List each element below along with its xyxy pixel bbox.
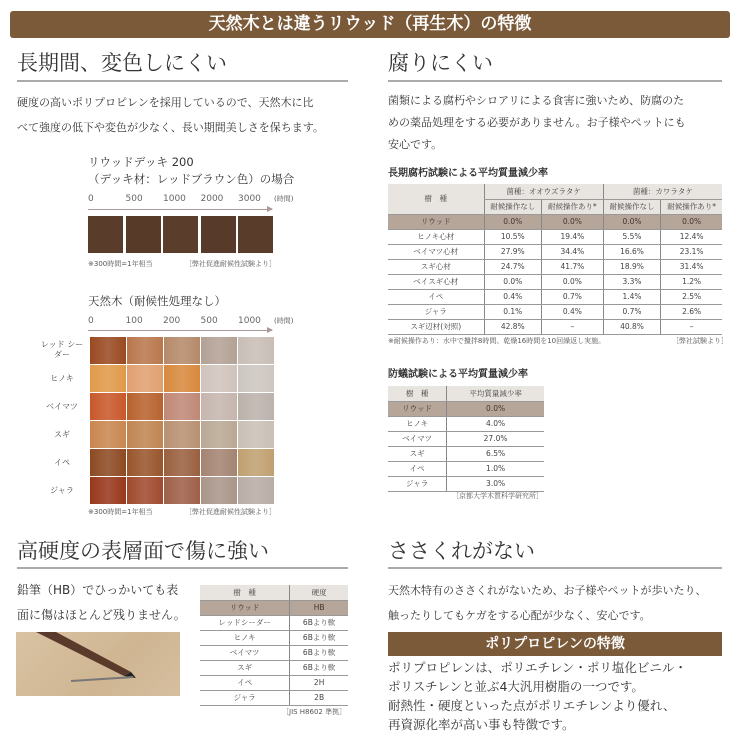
caption-line: （デッキ材：レッドブラウン色）の場合 xyxy=(88,172,295,186)
deck-swatch xyxy=(201,216,236,253)
section-title-color: 長期間、変色しにくい xyxy=(17,51,227,75)
table-cell: 2B xyxy=(290,690,348,705)
table-row xyxy=(388,214,722,229)
text-line: べて強度の低下や変色が少なく、長い期間美しさを保ちます。 xyxy=(17,121,324,134)
text-line: 安心です。 xyxy=(388,138,443,151)
table-cell: 0.0% xyxy=(541,274,603,289)
wood-swatch xyxy=(238,421,274,448)
wood-swatch xyxy=(127,421,163,448)
wood-swatch xyxy=(164,337,200,364)
section-text-hardness xyxy=(17,578,186,628)
table-row xyxy=(200,615,348,630)
wood-swatch xyxy=(127,449,163,476)
divider xyxy=(388,80,722,82)
table-row xyxy=(200,660,348,675)
section-title-splinter: ささくれがない xyxy=(388,539,535,563)
wood-swatch xyxy=(201,393,237,420)
wood-swatch xyxy=(238,337,274,364)
row-label: レッド シーダー xyxy=(40,340,84,359)
text-line: ポリスチレンと並ぶ4大汎用樹脂の一つです。 xyxy=(388,679,644,694)
pp-banner: ポリプロピレンの特徴 xyxy=(388,632,722,656)
table-cell: 6Bより軟 xyxy=(290,615,348,630)
table-row xyxy=(388,461,544,476)
table-cell: スギ xyxy=(388,446,447,461)
wood-swatch xyxy=(127,365,163,392)
table-cell: 23.1% xyxy=(661,244,722,259)
table-cell: ベイスギ心材 xyxy=(388,274,484,289)
table-cell: 2H xyxy=(290,675,348,690)
table-cell: ベイマツ心材 xyxy=(388,244,484,259)
axis-tick-label: 1000 xyxy=(163,194,186,204)
table-cell: 16.6% xyxy=(603,244,660,259)
deck-swatch xyxy=(238,216,273,253)
table-cell: 6Bより軟 xyxy=(290,660,348,675)
table-row xyxy=(200,645,348,660)
col-header: 耐候操作なし xyxy=(484,199,541,214)
col-header: 硬度 xyxy=(290,585,348,600)
table-cell: 1.2% xyxy=(661,274,722,289)
text-line: 鉛筆（HB）でひっかいても表 xyxy=(17,583,179,597)
table-row xyxy=(200,690,348,705)
col-header: 樹 種 xyxy=(200,585,290,600)
wood-swatch xyxy=(90,365,126,392)
table-cell: イペ xyxy=(388,289,484,304)
axis-tick-label: 0 xyxy=(88,194,94,204)
source: ［JIS H8602 準拠］ xyxy=(282,708,347,716)
divider xyxy=(17,567,348,569)
table-cell: 2.5% xyxy=(661,289,722,304)
source: ［弊社促進耐候性試験より］ xyxy=(185,260,276,268)
text-line: 硬度の高いポリプロピレンを採用しているので、天然木に比 xyxy=(17,96,314,109)
deck-swatch xyxy=(88,216,123,253)
table-cell: リウッド xyxy=(200,600,290,615)
table-cell: 0.0% xyxy=(661,214,722,229)
table-cell: 12.4% xyxy=(661,229,722,244)
time-arrow xyxy=(88,209,272,210)
termite-table xyxy=(388,386,544,492)
wood-swatch xyxy=(164,393,200,420)
table-cell: レッドシーダー xyxy=(200,615,290,630)
wood-swatch xyxy=(201,477,237,504)
wood-swatch xyxy=(90,337,126,364)
source: ［京都大学木質科学研究所］ xyxy=(452,492,543,500)
axis-tick-label: 100 xyxy=(125,316,143,326)
table-cell: 40.8% xyxy=(603,319,660,334)
text-line: 天然木特有のささくれがないため、お子様やペットが歩いたり、 xyxy=(388,584,707,597)
col-header: 耐候操作あり* xyxy=(541,199,603,214)
note: ※300時間=1年相当 xyxy=(88,260,153,268)
row-label: イペ xyxy=(54,458,70,467)
table-cell: イペ xyxy=(388,461,447,476)
table-cell: 4.0% xyxy=(447,416,544,431)
wood-swatch xyxy=(201,449,237,476)
col-header: 菌種：オオウズラタケ xyxy=(484,184,603,199)
axis-unit: (時間) xyxy=(274,195,294,203)
wood-swatch xyxy=(127,337,163,364)
table-cell: 0.1% xyxy=(484,304,541,319)
text-line: 菌類による腐朽やシロアリによる食害に強いため、防腐のた xyxy=(388,94,685,107)
text-line: ポリプロピレンは、ポリエチレン・ポリ塩化ビニル・ xyxy=(388,660,687,675)
wood-swatch xyxy=(90,449,126,476)
text-line: 再資源化率が高い事も特徴です。 xyxy=(388,717,575,732)
table-cell: 0.0% xyxy=(484,274,541,289)
table-cell: 0.0% xyxy=(447,401,544,416)
pencil-icon xyxy=(16,632,180,696)
wood-swatch xyxy=(90,421,126,448)
row-label: スギ xyxy=(54,430,70,439)
source: ［弊社促進耐候性試験より］ xyxy=(185,508,276,516)
wood-swatch xyxy=(201,421,237,448)
table-cell: ジャラ xyxy=(388,304,484,319)
table-cell: 0.4% xyxy=(484,289,541,304)
axis-tick-label: 500 xyxy=(200,316,218,326)
table-cell: 41.7% xyxy=(541,259,603,274)
table-cell: ジャラ xyxy=(200,690,290,705)
table-cell: 2.6% xyxy=(661,304,722,319)
col-header: 耐候操作あり* xyxy=(661,199,722,214)
table-row xyxy=(388,289,722,304)
table-cell: 6Bより軟 xyxy=(290,630,348,645)
divider xyxy=(388,567,722,569)
row-label: ジャラ xyxy=(50,486,74,495)
table-cell: 27.9% xyxy=(484,244,541,259)
table-cell: リウッド xyxy=(388,214,484,229)
section-text-color xyxy=(17,90,324,140)
wood-swatch xyxy=(238,365,274,392)
main-banner: 天然木とは違うリウッド（再生木）の特徴 xyxy=(10,11,730,38)
axis-tick-label: 1000 xyxy=(238,316,261,326)
table-cell: ヒノキ xyxy=(200,630,290,645)
table-cell: 10.5% xyxy=(484,229,541,244)
pp-text xyxy=(388,658,687,734)
wood-swatch xyxy=(90,477,126,504)
col-header: 樹 種 xyxy=(388,184,484,214)
table-cell: リウッド xyxy=(388,401,447,416)
axis-tick-label: 3000 xyxy=(238,194,261,204)
deck-caption xyxy=(88,154,294,188)
wood-swatch xyxy=(238,449,274,476)
table-row xyxy=(388,319,722,334)
axis-tick-label: 500 xyxy=(125,194,143,204)
natural-caption: 天然木（耐候性処理なし） xyxy=(88,294,226,308)
wood-swatch xyxy=(164,365,200,392)
table-cell: スギ辺材(対照) xyxy=(388,319,484,334)
caption-line: リウッドデッキ 200 xyxy=(88,155,194,169)
table-cell: 34.4% xyxy=(541,244,603,259)
table-row xyxy=(200,630,348,645)
table-cell: 0.7% xyxy=(603,304,660,319)
axis-tick-label: 2000 xyxy=(200,194,224,204)
table-cell: イペ xyxy=(200,675,290,690)
divider xyxy=(17,80,348,82)
text-line: 触ったりしてもケガをする心配が少なく、安心です。 xyxy=(388,609,651,622)
deck-swatch xyxy=(163,216,198,253)
row-label: ベイマツ xyxy=(46,402,78,411)
wood-swatch xyxy=(127,477,163,504)
section-text-rot xyxy=(388,90,686,156)
table-cell: スギ xyxy=(200,660,290,675)
section-text-splinter xyxy=(388,578,707,628)
table-cell: 1.0% xyxy=(447,461,544,476)
table-cell: 42.8% xyxy=(484,319,541,334)
table-cell: 24.7% xyxy=(484,259,541,274)
table-cell: 0.0% xyxy=(484,214,541,229)
table-cell: HB xyxy=(290,600,348,615)
table-cell: 3.3% xyxy=(603,274,660,289)
table-row xyxy=(200,600,348,615)
wood-swatch xyxy=(201,365,237,392)
table-cell: – xyxy=(541,319,603,334)
table-cell: 6.5% xyxy=(447,446,544,461)
table-row xyxy=(388,259,722,274)
table-cell: 5.5% xyxy=(603,229,660,244)
table-cell: ジャラ xyxy=(388,476,447,491)
wood-swatch xyxy=(238,393,274,420)
col-header: 樹 種 xyxy=(388,386,447,401)
wood-swatch xyxy=(238,477,274,504)
table-cell: – xyxy=(661,319,722,334)
text-line: 面に傷はほとんど残りません。 xyxy=(17,608,186,622)
axis-tick-label: 0 xyxy=(88,316,94,326)
wood-swatch xyxy=(164,449,200,476)
table-cell: 0.7% xyxy=(541,289,603,304)
table-row xyxy=(388,274,722,289)
col-header: 菌種：カワラタケ xyxy=(603,184,722,199)
table-row xyxy=(388,304,722,319)
wood-swatch xyxy=(164,421,200,448)
table-cell: 6Bより軟 xyxy=(290,645,348,660)
table-cell: スギ心材 xyxy=(388,259,484,274)
col-header: 耐候操作なし xyxy=(603,199,660,214)
pencil-photo xyxy=(16,632,180,696)
table-row xyxy=(388,401,544,416)
wood-swatch xyxy=(127,393,163,420)
table-cell: ヒノキ心材 xyxy=(388,229,484,244)
axis-unit: (時間) xyxy=(274,317,294,325)
table-cell: ベイマツ xyxy=(200,645,290,660)
text-line: 耐熱性・硬度といった点がポリエチレンより優れ、 xyxy=(388,698,676,713)
col-header: 平均質量減少率 xyxy=(447,386,544,401)
section-title-hardness: 高硬度の表層面で傷に強い xyxy=(17,539,269,563)
table-cell: 3.0% xyxy=(447,476,544,491)
table-cell: 27.0% xyxy=(447,431,544,446)
table-title: 防蟻試験による平均質量減少率 xyxy=(388,369,528,380)
table-cell: 0.0% xyxy=(541,214,603,229)
table-row xyxy=(388,446,544,461)
table-row xyxy=(388,229,722,244)
wood-swatch xyxy=(201,337,237,364)
table-row xyxy=(200,675,348,690)
table-cell: ヒノキ xyxy=(388,416,447,431)
table-cell: ベイマツ xyxy=(388,431,447,446)
text-line: めの薬品処理をする必要がありません。お子様やペットにも xyxy=(388,116,686,129)
table-cell: 18.9% xyxy=(603,259,660,274)
wood-swatch xyxy=(90,393,126,420)
row-label: ヒノキ xyxy=(50,374,74,383)
table-cell: 0.0% xyxy=(603,214,660,229)
table-row xyxy=(388,431,544,446)
wood-swatch xyxy=(164,477,200,504)
decay-table xyxy=(388,184,722,335)
section-title-rot: 腐りにくい xyxy=(388,51,493,75)
note: ※300時間=1年相当 xyxy=(88,508,153,516)
table-cell: 19.4% xyxy=(541,229,603,244)
table-title: 長期腐朽試験による平均質量減少率 xyxy=(388,168,548,179)
table-cell: 1.4% xyxy=(603,289,660,304)
table-row xyxy=(388,416,544,431)
deck-swatch xyxy=(126,216,161,253)
table-row xyxy=(388,476,544,491)
note: ※耐候操作あり：水中で攪拌8時間、乾燥16時間を10回繰返し実施。 xyxy=(388,337,606,345)
axis-tick-label: 200 xyxy=(163,316,181,326)
table-cell: 0.4% xyxy=(541,304,603,319)
table-row xyxy=(388,244,722,259)
time-arrow xyxy=(88,330,272,331)
hardness-table xyxy=(200,585,348,706)
table-cell: 31.4% xyxy=(661,259,722,274)
source: ［弊社試験より］ xyxy=(672,337,728,345)
